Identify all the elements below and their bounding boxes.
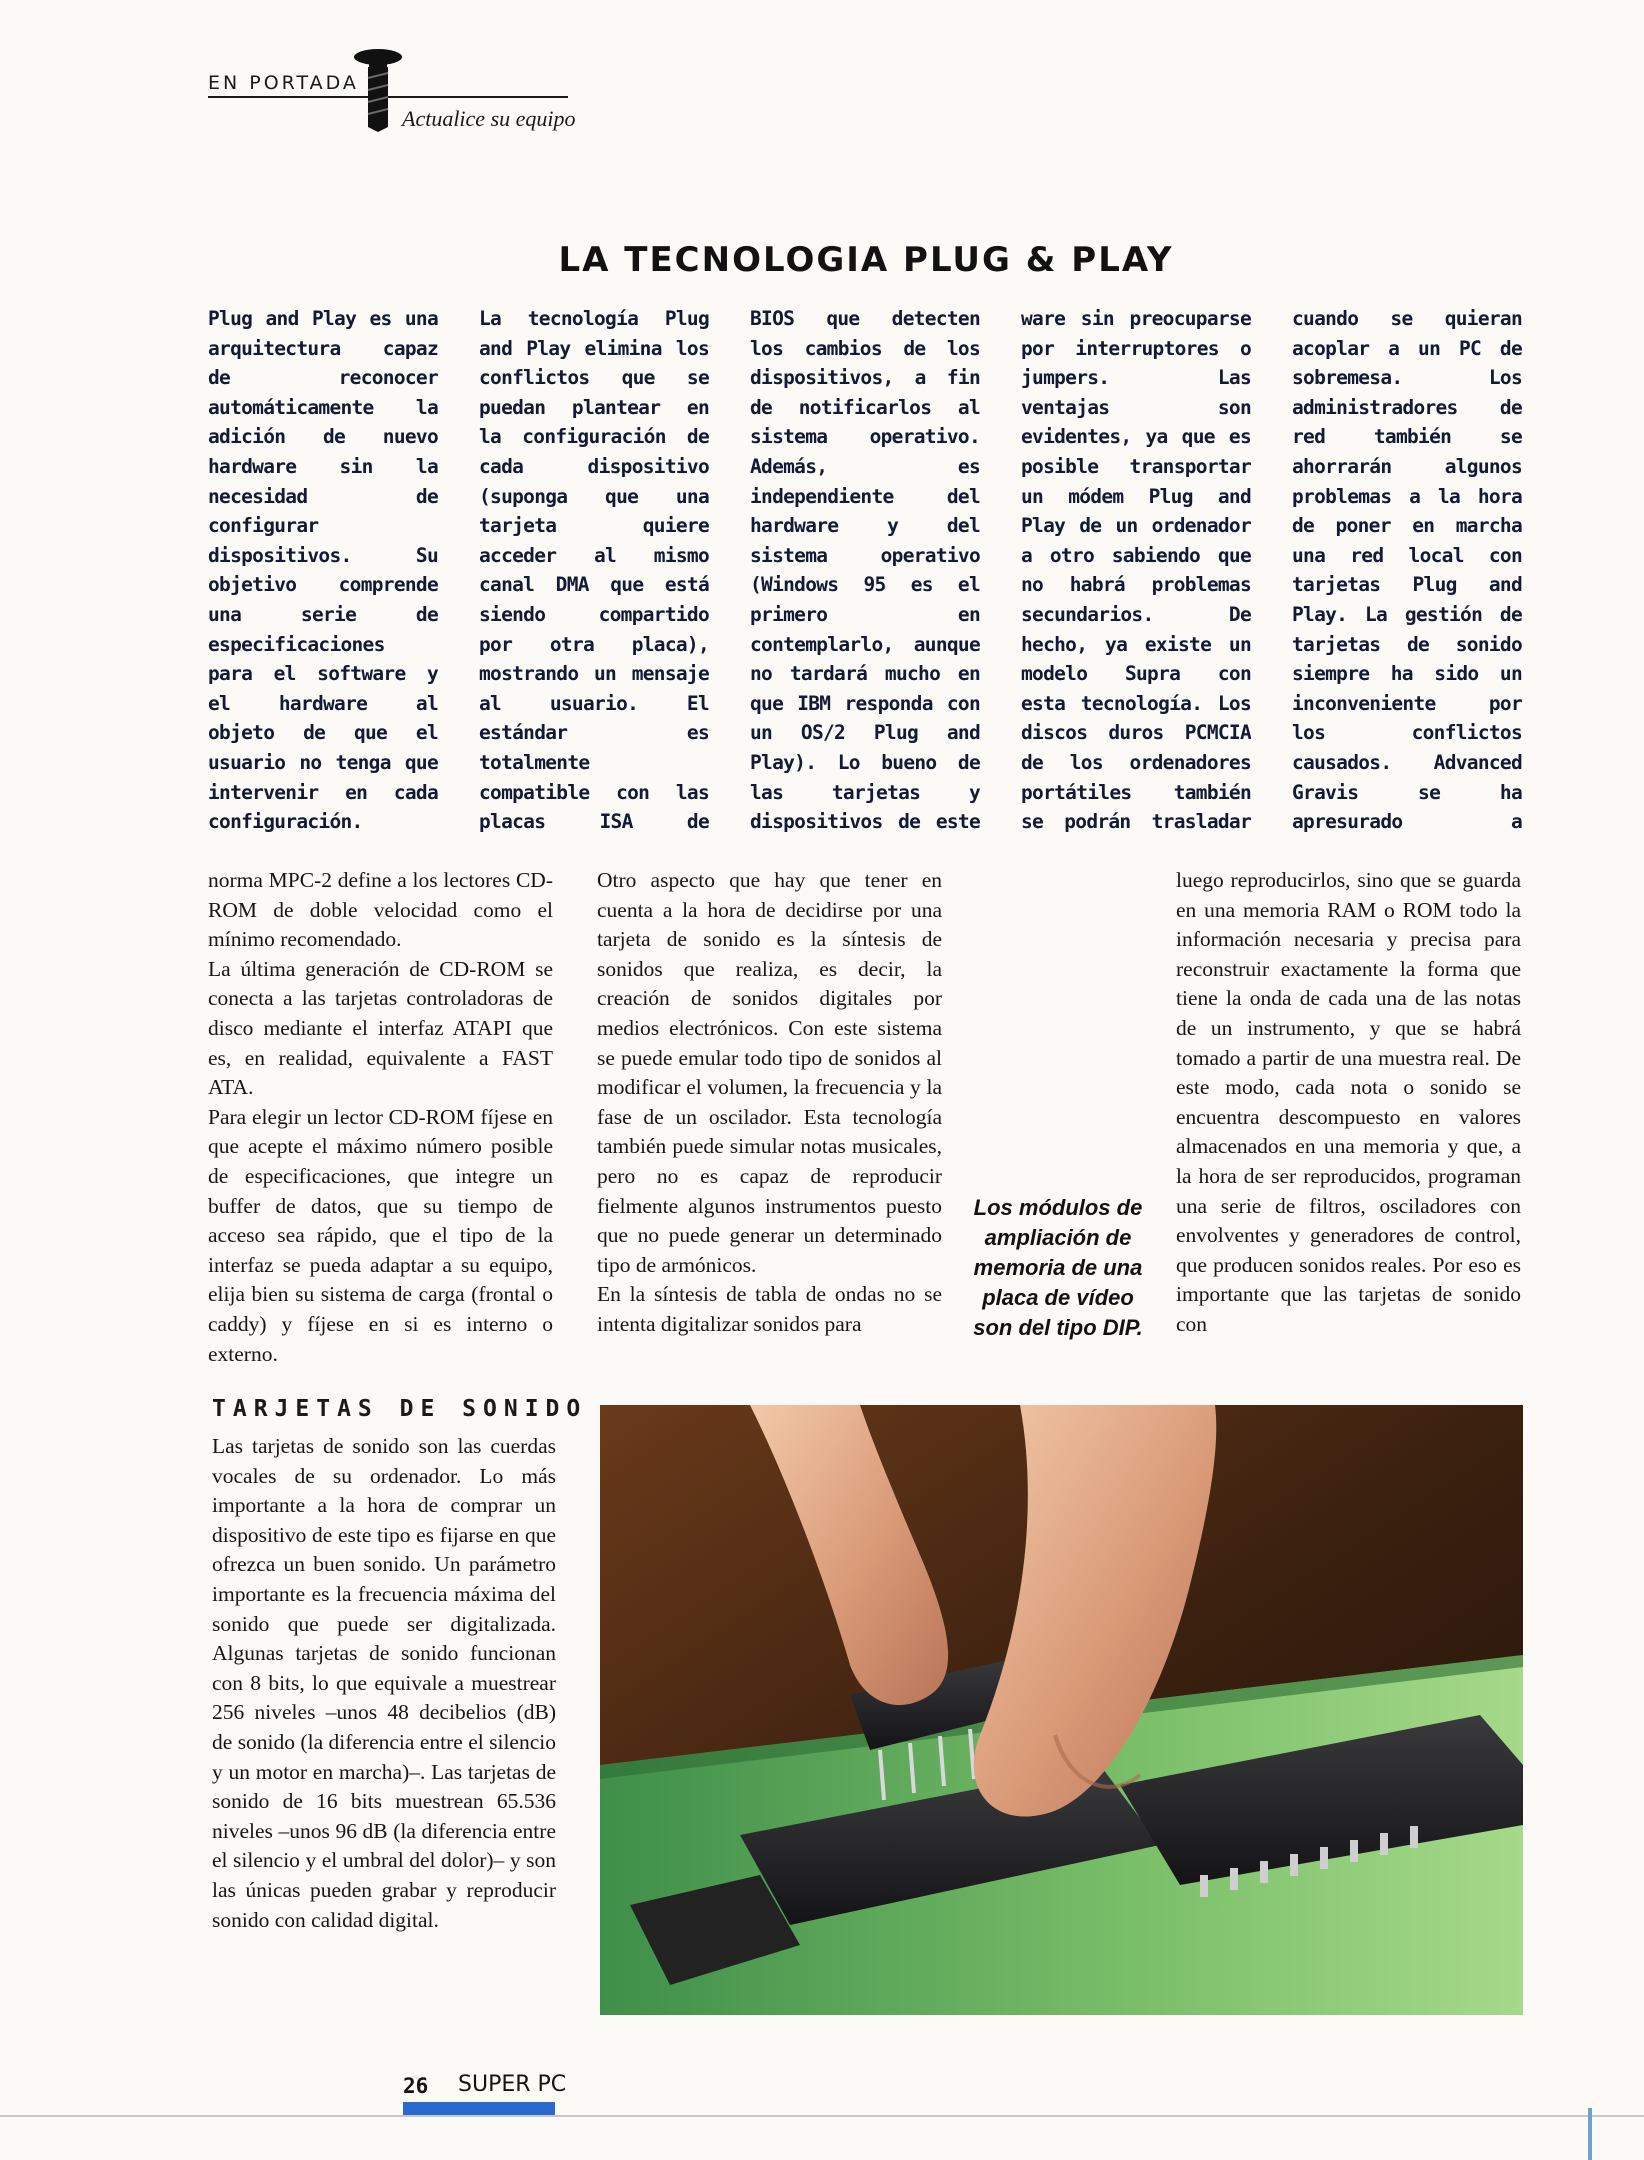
sidebar-column-5: cuando se quieran acoplar a un PC de sobremesa. Los administradores de red también se ahorrarán algunos problemas a la hora de poner en marcha una red local con tarjetas Plug and Play. La gestión de tarjetas de sonido siempre ha sido un inconveniente por los conflictos causados. Advanced Gravis se ha apresurado a	[1292, 307, 1522, 834]
sidebar-column-2: La tecnología Plug and Play elimina los conflictos que se puedan plantear en la configuración de cada dispositivo (suponga que una tarjeta quiere acceder al mismo canal DMA que está siendo compartido por otra placa), mostrando un mensaje al usuario. El estándar es totalmente compatible con las placas ISA de	[479, 307, 709, 834]
sidebar-column-3: BIOS que detecten los cambios de los dispositivos, a fin de notificarlos al sistema operativo. Además, es independiente del hardware y del sistema operativo (Windows 95 es el primero en contemplarlo, aunque no tardará mucho en que IBM responda con un OS/2 Plug and Play). Lo bueno de las tarjetas y dispositivos de este	[750, 307, 980, 834]
body-column-1	[208, 866, 553, 1369]
sidebar-column-1: Plug and Play es una arquitectura capaz de reconocer automáticamente la adición de nuevo hardware sin la necesidad de configurar dispositivos. Su objetivo comprende una serie de especificaciones para el software y el hardware al objeto de que el usuario no tenga que intervenir en cada configuración.	[208, 307, 438, 834]
photo-caption: Los módulos de ampliación de memoria de una placa de vídeo son del tipo DIP.	[973, 1195, 1143, 1340]
footer-edge-mark	[1588, 2108, 1592, 2160]
paragraph: Para elegir un lector CD-ROM fíjese en que acepte el máximo número posible de especificaciones, que integre un buffer de datos, que su tiempo de acceso sea rápido, que el tipo de la interfaz se pueda adaptar a su equipo, elija bien su sistema de carga (frontal o caddy) y fíjese en si es interno o externo.	[208, 1104, 553, 1366]
magazine-name: SUPER PC	[458, 2072, 567, 2097]
section-subtitle: Actualice su equipo	[402, 106, 576, 131]
page-number: 26	[403, 2074, 429, 2098]
photo-memory-module	[600, 1405, 1523, 2015]
body-column-4	[212, 1432, 556, 1935]
screw-icon	[353, 48, 403, 132]
paragraph: norma MPC-2 define a los lectores CD-ROM de doble velocidad como el mínimo recomendado.	[208, 868, 553, 952]
paragraph: La última generación de CD-ROM se conecta a las tarjetas controladoras de disco mediante el interfaz ATAPI que es, en realidad, equivalente a FAST ATA.	[208, 956, 553, 1100]
photo-illustration	[600, 1405, 1523, 2015]
paragraph: En la síntesis de tabla de ondas no se intenta digitalizar sonidos para	[597, 1282, 942, 1336]
sidebar-column-4: ware sin preocuparse por interruptores o jumpers. Las ventajas son evidentes, ya que es posible transportar un módem Plug and Play de un ordenador a otro sabiendo que no habrá problemas secundarios. De hecho, ya existe un modelo Supra con esta tecnología. Los discos duros PCMCIA de los ordenadores portátiles también se podrán trasladar	[1021, 307, 1251, 834]
paragraph: Otro aspecto que hay que tener en cuenta a la hora de decidirse por una tarjeta de sonido es la síntesis de sonidos que realiza, es decir, la creación de sonidos digitales por medios electrónicos. Con este sistema se puede emular todo tipo de sonidos al modificar el volumen, la frecuencia y la fase de un oscilador. Esta tecnología también puede simular notas musicales, pero no es capaz de reproducir fielmente algunos instrumentos puesto que no puede generar un determinado tipo de armónicos.	[597, 868, 942, 1277]
body-column-2	[597, 866, 942, 1340]
subhead-sound-cards: TARJETAS DE SONIDO	[212, 1396, 588, 1422]
footer-accent-bar	[403, 2102, 555, 2116]
paragraph: luego reproducirlos, sino que se guarda en una memoria RAM o ROM todo la información necesaria y precisa para reconstruir exactamente la forma que tiene la onda de cada una de las notas de un instrumento, y que se habrá tomado a partir de una muestra real. De este modo, cada nota o sonido se encuentra descompuesto en valores almacenados en una memoria y que, a la hora de ser reproducidos, programan una serie de filtros, osciladores con envolventes y generadores de control, que producen sonidos reales. Por eso es importante que las tarjetas de sonido con	[1176, 868, 1521, 1336]
body-column-3	[1176, 866, 1521, 1340]
paragraph: Las tarjetas de sonido son las cuerdas vocales de su ordenador. Lo más importante a la hora de comprar un dispositivo de este tipo es fijarse en que ofrezca un buen sonido. Un parámetro importante es la frecuencia máxima del sonido que puede ser digitalizada. Algunas tarjetas de sonido funcionan con 8 bits, lo que equivale a muestrear 256 niveles –unos 48 decibelios (dB) de sonido (la diferencia entre el silencio y un motor en marcha)–. Las tarjetas de sonido de 16 bits muestrean 65.536 niveles –unos 96 dB (la diferencia entre el silencio y el umbral del dolor)– y son las únicas pueden grabar y reproducir sonido con calidad digital.	[212, 1434, 556, 1932]
footer-rule	[0, 2115, 1644, 2117]
section-label: EN PORTADA	[208, 72, 359, 94]
sidebar-title: LA TECNOLOGIA PLUG & PLAY	[558, 240, 1174, 280]
